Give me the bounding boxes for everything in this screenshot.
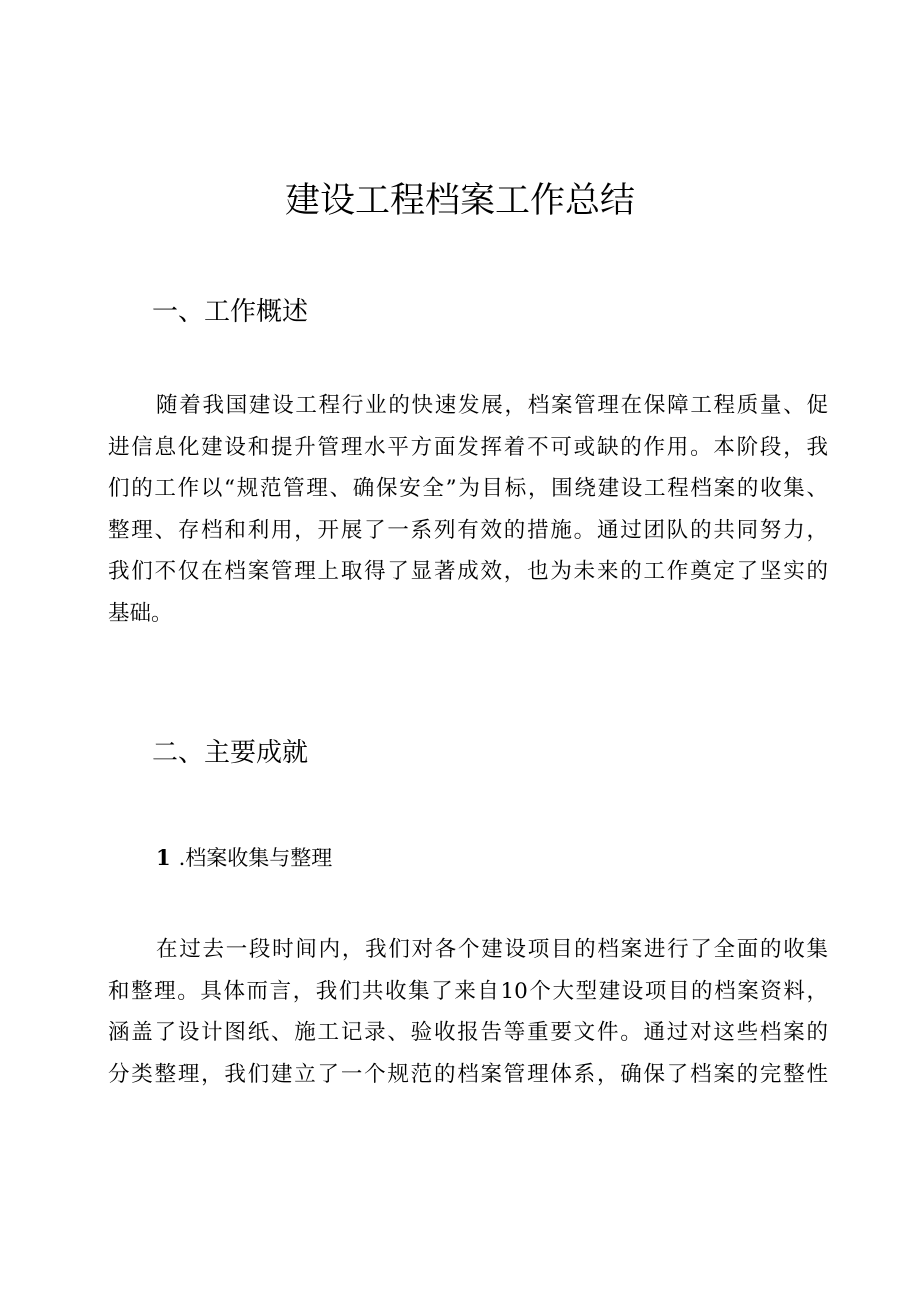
paragraph-line: 分类整理，我们建立了一个规范的档案管理体系，确保了档案的完整性 (108, 1061, 828, 1087)
paragraph-line: 随着我国建设工程行业的快速发展，档案管理在保障工程质量、促 (156, 393, 828, 418)
overview-paragraph (108, 385, 828, 635)
paragraph-line: 涵盖了设计图纸、施工记录、验收报告等重要文件。通过对这些档案的 (108, 1020, 828, 1046)
section-heading-overview: 一、工作概述 (152, 297, 309, 327)
page-title: 建设工程档案工作总结 (284, 181, 635, 221)
paragraph-line: 我们不仅在档案管理上取得了显著成效，也为未来的工作奠定了坚实的 (108, 559, 828, 585)
section-heading-achievements: 二、主要成就 (152, 738, 309, 768)
paragraph-line: 在过去一段时间内，我们对各个建设项目的档案进行了全面的收集 (156, 937, 828, 962)
paragraph-line: 基础。 (108, 600, 173, 626)
subsection-heading-archive-collection (156, 842, 332, 874)
paragraph-line: 整理、存档和利用，开展了一系列有效的措施。通过团队的共同努力， (108, 517, 828, 543)
archive-collection-paragraph (108, 929, 828, 1095)
subsection-number: 1 (156, 845, 171, 870)
paragraph-line: 和整理。具体而言，我们共收集了来自10个大型建设项目的档案资料， (108, 978, 828, 1004)
paragraph-line: 们的工作以“规范管理、确保安全”为目标，围绕建设工程档案的收集、 (108, 476, 828, 502)
paragraph-line: 进信息化建设和提升管理水平方面发挥着不可或缺的作用。本阶段，我 (108, 434, 828, 460)
subsection-title: .档案收集与整理 (178, 846, 333, 870)
